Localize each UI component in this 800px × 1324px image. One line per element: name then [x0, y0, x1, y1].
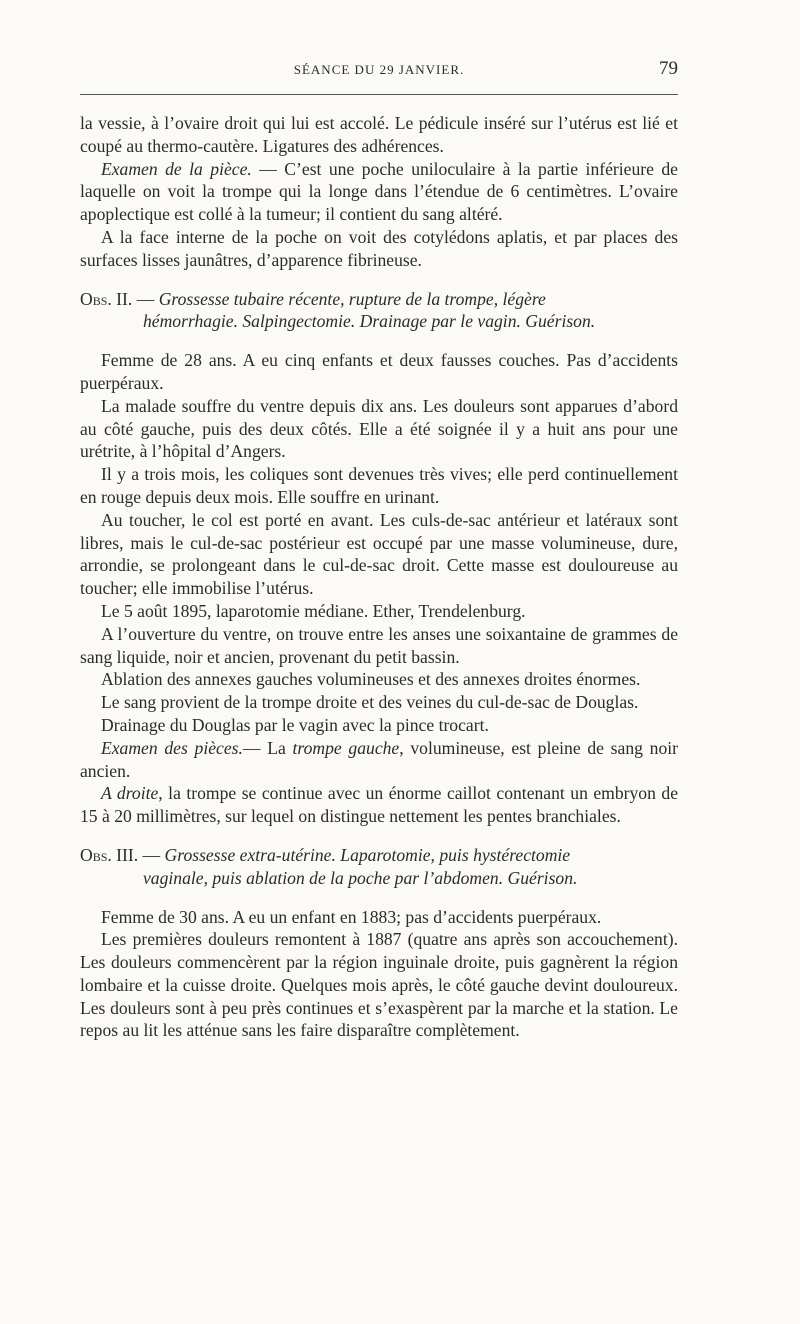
paragraph: Au toucher, le col est porté en avant. Les culs-de-sac antérieur et latéraux sont libres, mais le cul-de-sac postérieur est occupé par une masse volumineuse, dure, arrondie, se prolongeant dans le cul-de-sac droit. Cette masse est douloureuse au toucher; elle immobilise l’utérus.	[80, 509, 678, 599]
observation-title-continued: vaginale, puis ablation de la poche par l’abdomen. Guérison.	[143, 867, 578, 888]
running-title: SÉANCE DU 29 JANVIER.	[293, 62, 465, 77]
italic-label: Examen de la pièce.	[101, 158, 252, 179]
paragraph: Femme de 28 ans. A eu cinq enfants et deux fausses couches. Pas d’accidents puerpéraux.	[80, 350, 678, 393]
italic-label: A droite	[101, 783, 159, 804]
page-header	[80, 58, 678, 84]
observation-number: Obs. III.	[80, 844, 139, 865]
paragraph-text: — C’est une poche uniloculaire à la partie inférieure de laquelle on voit la trompe qui la longe dans l’étendue de 6 centimètres. L’ovaire apoplectique est collé à la tumeur; il contient du sang altéré.	[80, 158, 678, 225]
paragraph: A l’ouverture du ventre, on trouve entre les anses une soixantaine de grammes de sang liquide, noir et ancien, provenant du petit bassin.	[80, 623, 678, 667]
paragraph-text: , la trompe se continue avec un énorme caillot contenant un embryon de 15 à 20 millimètres, sur lequel on distingue nettement les pentes branchiales.	[80, 783, 678, 827]
paragraph-text: , volumineuse, est pleine de sang noir ancien.	[80, 737, 678, 781]
page-body	[80, 112, 678, 1042]
paragraph: Il y a trois mois, les coliques sont devenues très vives; elle perd continuellement en rouge depuis deux mois. Elle souffre en urinant.	[80, 464, 678, 507]
heading-dash: —	[132, 288, 159, 309]
heading-dash: —	[138, 844, 165, 865]
paragraph: La malade souffre du ventre depuis dix ans. Les douleurs sont apparues d’abord au côté gauche, puis des deux côtés. Elle a été soignée il y a huit ans pour une urétrite, à l’hôpital d’Angers.	[80, 395, 678, 462]
italic-label: Examen des pièces.	[101, 737, 243, 758]
paragraph: A la face interne de la poche on voit des cotylédons aplatis, et par places des surfaces lisses jaunâtres, d’apparence fibrineuse.	[80, 226, 678, 270]
paragraph	[80, 737, 678, 783]
paragraph	[80, 158, 678, 226]
observation-title: Grossesse extra-utérine. Laparotomie, puis hystérectomie	[164, 844, 571, 865]
paragraph: Les premières douleurs remontent à 1887 (quatre ans après son accouchement). Les douleurs commencèrent par la région inguinale droite, puis gagnèrent la région lombaire et la cuisse droite. Quelques mois après, le côté gauche devint douloureux. Les douleurs sont à peu près continues et s’exaspèrent par la marche et la station. Le repos au lit les atténue sans les faire disparaître complètement.	[80, 929, 678, 1041]
observation-number: Obs. II.	[80, 288, 133, 309]
paragraph: Drainage du Douglas par le vagin avec la pince trocart.	[101, 714, 489, 735]
observation-title: Grossesse tubaire récente, rupture de la trompe, légère	[158, 288, 546, 309]
header-rule	[80, 94, 678, 95]
italic-term: trompe gauche	[292, 737, 400, 758]
observation-heading	[80, 844, 678, 890]
paragraph: Le sang provient de la trompe droite et des veines du cul-de-sac de Douglas.	[101, 692, 639, 713]
paragraph: Ablation des annexes gauches volumineuses et des annexes droites énormes.	[101, 669, 641, 690]
page-number: 79	[659, 58, 678, 79]
paragraph: Le 5 août 1895, laparotomie médiane. Ether, Trendelenburg.	[101, 600, 526, 621]
paragraph: la vessie, à l’ovaire droit qui lui est accolé. Le pédicule inséré sur l’utérus est lié et coupé au thermo-cautère. Ligatures des adhérences.	[80, 113, 678, 156]
observation-heading	[80, 288, 678, 334]
observation-title-continued: hémorrhagie. Salpingectomie. Drainage par le vagin. Guérison.	[143, 311, 596, 332]
paragraph: Femme de 30 ans. A eu un enfant en 1883; pas d’accidents puerpéraux.	[101, 906, 602, 927]
paragraph	[80, 782, 678, 828]
paragraph-text: — La	[242, 737, 293, 758]
